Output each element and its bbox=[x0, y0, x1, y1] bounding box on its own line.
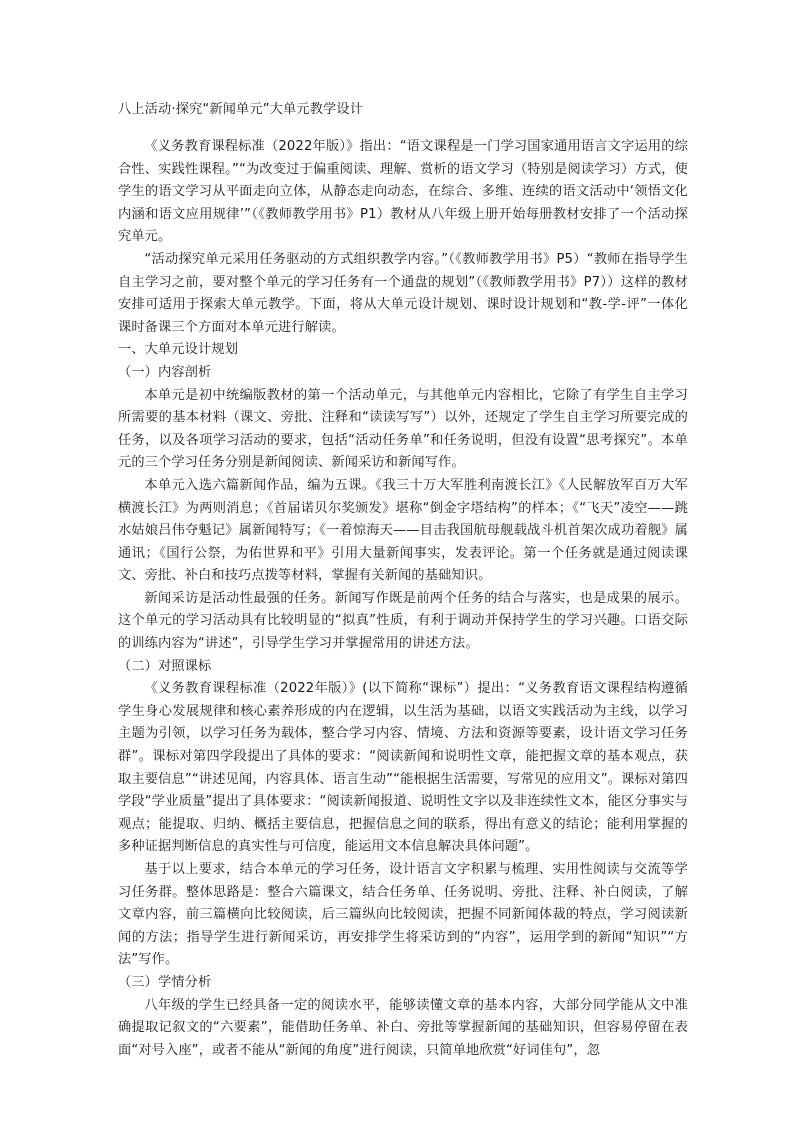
paragraph-design-approach: 基于以上要求，结合本单元的学习任务，设计语言文字积累与梳理、实用性阅读与交流等学习任务群。整体思路是：整合六篇课文，结合任务单、任务说明、旁批、注释、补白阅读，了解文章内容，前三篇横向比较阅读，后三篇纵向比较阅读，把握不同新闻体裁的特点，学习阅读新闻的方法；指导学生进行新闻采访，再安排学生将采访到的“内容”，运用学到的新闻“知识”“方法”写作。 bbox=[118, 862, 688, 968]
paragraph-task-driven: “活动探究单元采用任务驱动的方式组织教学内容。”（《教师教学用书》P5）“教师在指导学生自主学习之前，要对整个单元的学习任务有一个通盘的规划”（《教师教学用书》P7））这样的教材安排可适用于探索大单元教学。下面，将从大单元设计规划、课时设计规划和“教-学-评”一体化课时备课三个方面对本单元进行解读。 bbox=[118, 251, 688, 335]
paragraph-standards-requirements: 《义务教育课程标准（2022年版）》(以下简称“课标”）提出：“义务教育语文课程结构遵循学生身心发展规律和核心素养形成的内在逻辑，以生活为基础，以语文实践活动为主线，以学习主题为引领，以学习任务为载体，整合学习内容、情境、方法和资源等要素，设计语文学习任务群”。课标对第四学段提出了具体的要求：“阅读新闻和说明性文章，能把握文章的基本观点，获取主要信息”“讲述见闻，内容具体、语言生动”“能根据生活需要，写常见的应用文”。课标对第四学段“学业质量”提出了具体要求：“阅读新闻报道、说明性文字以及非连续性文本，能区分事实与观点；能提取、归纳、概括主要信息，把握信息之间的联系，得出有意义的结论；能利用掌握的多种证据判断信息的真实性与可信度，能运用文本信息解决具体问题”。 bbox=[118, 681, 688, 855]
paragraph-news-interview: 新闻采访是活动性最强的任务。新闻写作既是前两个任务的结合与落实，也是成果的展示。这个单元的学习活动具有比较明显的“拟真”性质，有利于调动并保持学生的学习兴趣。口语交际的训练内容为“讲述”，引导学生学习并掌握常用的讲述方法。 bbox=[118, 590, 688, 652]
section-heading-unit-design: 一、大单元设计规划 bbox=[118, 342, 239, 358]
document-body bbox=[118, 99, 688, 1062]
subsection-heading-student-analysis: （三）学情分析 bbox=[118, 974, 212, 990]
paragraph-unit-overview: 本单元是初中统编版教材的第一个活动单元，与其他单元内容相比，它除了有学生自主学习所需要的基本材料（课文、旁批、注释和“读读写写”）以外，还规定了学生自主学习所要完成的任务，以及各项学习活动的要求，包括“活动任务单”和任务说明，但没有设置“思考探究”。本单元的三个学习任务分别是新闻阅读、新闻采访和新闻写作。 bbox=[118, 387, 688, 471]
document-title: 八上活动·探究“新闻单元”大单元教学设计 bbox=[118, 102, 364, 117]
subsection-heading-content-analysis: （一）内容剖析 bbox=[118, 364, 212, 380]
paragraph-selected-texts: 本单元入选六篇新闻作品，编为五课。《我三十万大军胜利南渡长江》《人民解放军百万大军横渡长江》为两则消息；《首届诺贝尔奖颁发》堪称“倒金字塔结构”的样本；《“飞天”凌空——跳水姑娘吕伟夺魁记》属新闻特写；《一着惊海天——目击我国航母舰载战斗机首架次成功着舰》属通讯；《国行公祭，为佑世界和平》引用大量新闻事实，发表评论。第一个任务就是通过阅读课文、旁批、补白和技巧点拨等材料，掌握有关新闻的基础知识。 bbox=[118, 477, 688, 584]
paragraph-student-analysis: 八年级的学生已经具备一定的阅读水平，能够读懂文章的基本内容，大部分同学能从文中准确提取记叙文的“六要素”，能借助任务单、补白、旁批等掌握新闻的基础知识，但容易停留在表面“对号入座”，或者不能从“新闻的角度”进行阅读，只简单地欣赏“好词佳句”，忽 bbox=[118, 997, 688, 1058]
subsection-heading-curriculum-standards: （二）对照课标 bbox=[118, 658, 212, 674]
paragraph-curriculum-quote: 《义务教育课程标准（2022年版）》指出：“语文课程是一门学习国家通用语言文字运用的综合性、实践性课程。”“为改变过于偏重阅读、理解、赏析的语文学习（特别是阅读学习）方式，使学生的语文学习从平面走向立体，从静态走向动态，在综合、多维、连续的语文活动中‘领悟文化内涵和语文应用规律’”（《教师教学用书》P1）教材从八年级上册开始每册教材安排了一个活动探究单元。 bbox=[118, 139, 688, 245]
